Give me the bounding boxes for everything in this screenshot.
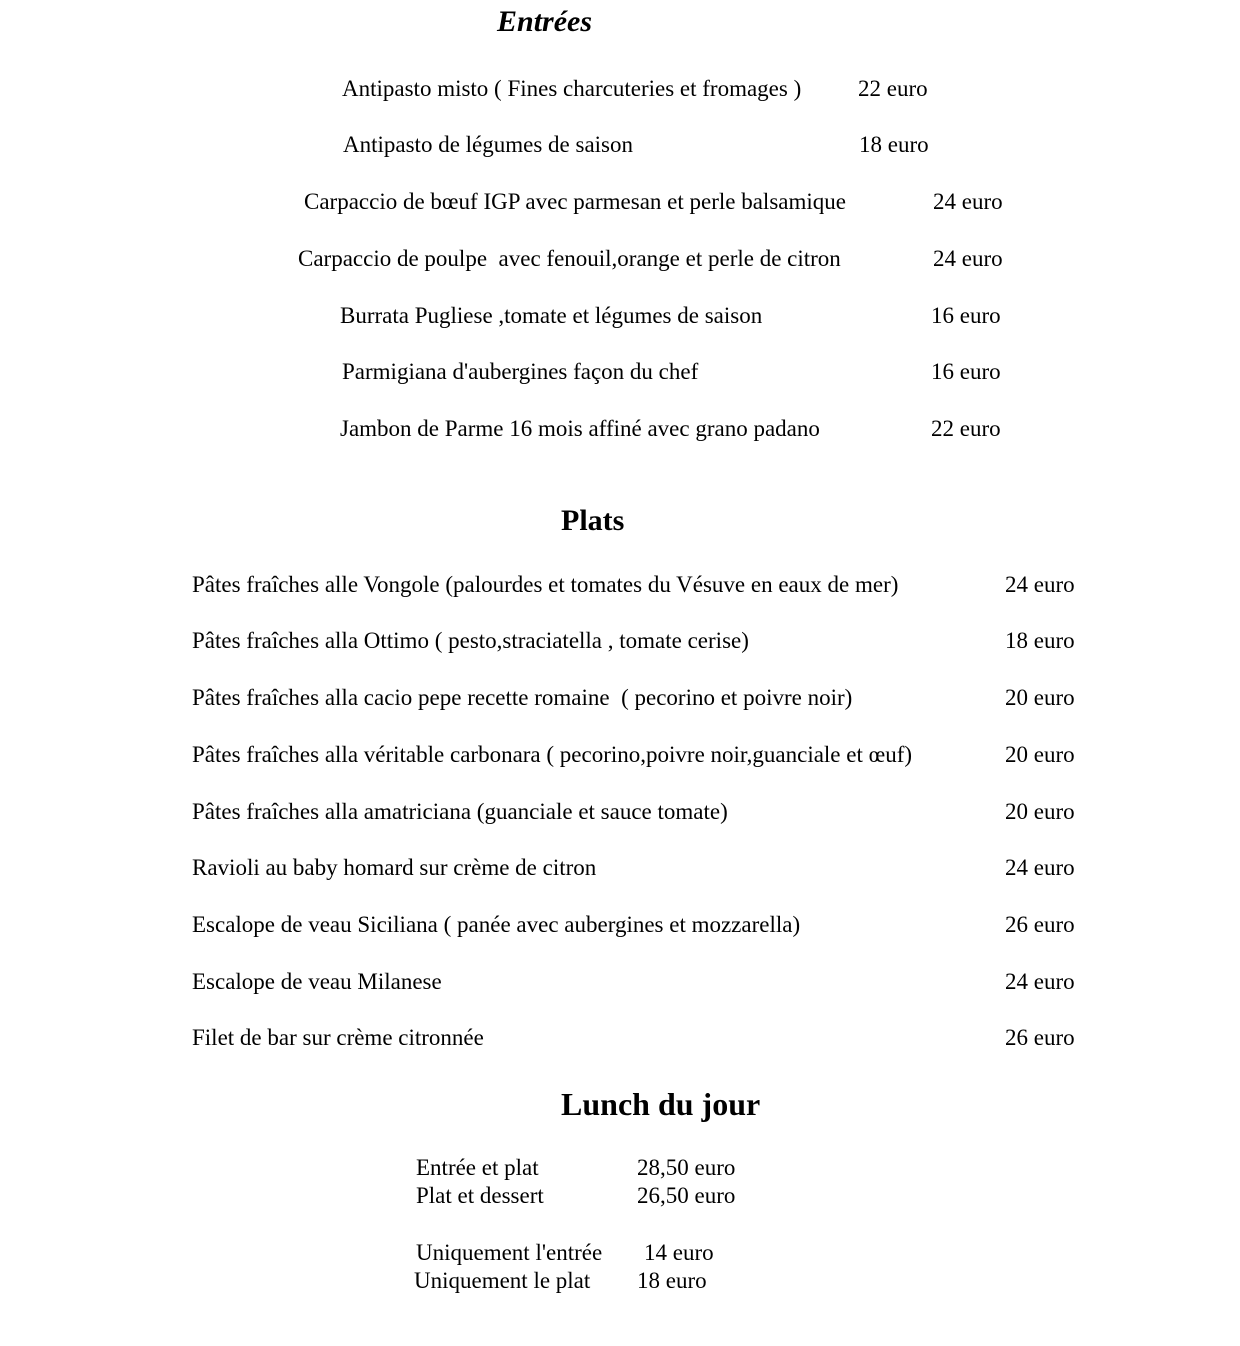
menu-item-price: 26 euro xyxy=(1005,912,1075,937)
menu-item-name: Pâtes fraîches alla cacio pepe recette romaine ( pecorino et poivre noir) xyxy=(192,685,853,710)
menu-item-price: 24 euro xyxy=(933,189,1003,214)
section-title-entrees: Entrées xyxy=(497,5,593,38)
menu-item-name: Burrata Pugliese ,tomate et légumes de saison xyxy=(340,303,763,328)
menu-item-price: 20 euro xyxy=(1005,742,1075,767)
menu-item-price: 24 euro xyxy=(1005,969,1075,994)
menu-item-name: Escalope de veau Siciliana ( panée avec aubergines et mozzarella) xyxy=(192,912,801,937)
menu-item-name: Escalope de veau Milanese xyxy=(192,969,442,994)
menu-item-price: 24 euro xyxy=(933,246,1003,271)
menu-item-name: Antipasto misto ( Fines charcuteries et fromages ) xyxy=(342,76,802,101)
lunch-formula-price: 26,50 euro xyxy=(637,1183,736,1208)
menu-item-name: Pâtes fraîches alle Vongole (palourdes et tomates du Vésuve en eaux de mer) xyxy=(192,572,899,597)
menu-item-name: Parmigiana d'aubergines façon du chef xyxy=(342,359,699,384)
menu-item-price: 24 euro xyxy=(1005,855,1075,880)
lunch-formula-price: 18 euro xyxy=(637,1268,707,1293)
menu-item-price: 16 euro xyxy=(931,359,1001,384)
lunch-formula-price: 14 euro xyxy=(644,1240,714,1265)
menu-item-name: Filet de bar sur crème citronnée xyxy=(192,1025,484,1050)
menu-item-name: Jambon de Parme 16 mois affiné avec grano padano xyxy=(340,416,820,441)
lunch-formula-name: Uniquement le plat xyxy=(414,1268,591,1293)
menu-item-price: 22 euro xyxy=(931,416,1001,441)
menu-item-price: 24 euro xyxy=(1005,572,1075,597)
menu-item-name: Carpaccio de bœuf IGP avec parmesan et perle balsamique xyxy=(304,189,846,214)
lunch-formula-name: Plat et dessert xyxy=(416,1183,544,1208)
section-title-lunch: Lunch du jour xyxy=(561,1086,761,1122)
menu-item-name: Carpaccio de poulpe avec fenouil,orange et perle de citron xyxy=(298,246,841,271)
menu-item-price: 18 euro xyxy=(1005,628,1075,653)
menu-item-price: 16 euro xyxy=(931,303,1001,328)
menu-item-name: Pâtes fraîches alla véritable carbonara ( pecorino,poivre noir,guanciale et œuf) xyxy=(192,742,913,767)
menu-item-price: 20 euro xyxy=(1005,799,1075,824)
menu-item-name: Pâtes fraîches alla amatriciana (guanciale et sauce tomate) xyxy=(192,799,728,824)
menu-item-price: 22 euro xyxy=(858,76,928,101)
lunch-formula-name: Entrée et plat xyxy=(416,1155,539,1180)
lunch-formula-price: 28,50 euro xyxy=(637,1155,736,1180)
menu-item-price: 26 euro xyxy=(1005,1025,1075,1050)
menu-item-name: Pâtes fraîches alla Ottimo ( pesto,straciatella , tomate cerise) xyxy=(192,628,749,653)
lunch-formula-name: Uniquement l'entrée xyxy=(416,1240,603,1265)
menu-item-price: 18 euro xyxy=(859,132,929,157)
menu-item-name: Ravioli au baby homard sur crème de citron xyxy=(192,855,597,880)
section-title-plats: Plats xyxy=(561,504,625,537)
menu-item-price: 20 euro xyxy=(1005,685,1075,710)
menu-item-name: Antipasto de légumes de saison xyxy=(343,132,634,157)
